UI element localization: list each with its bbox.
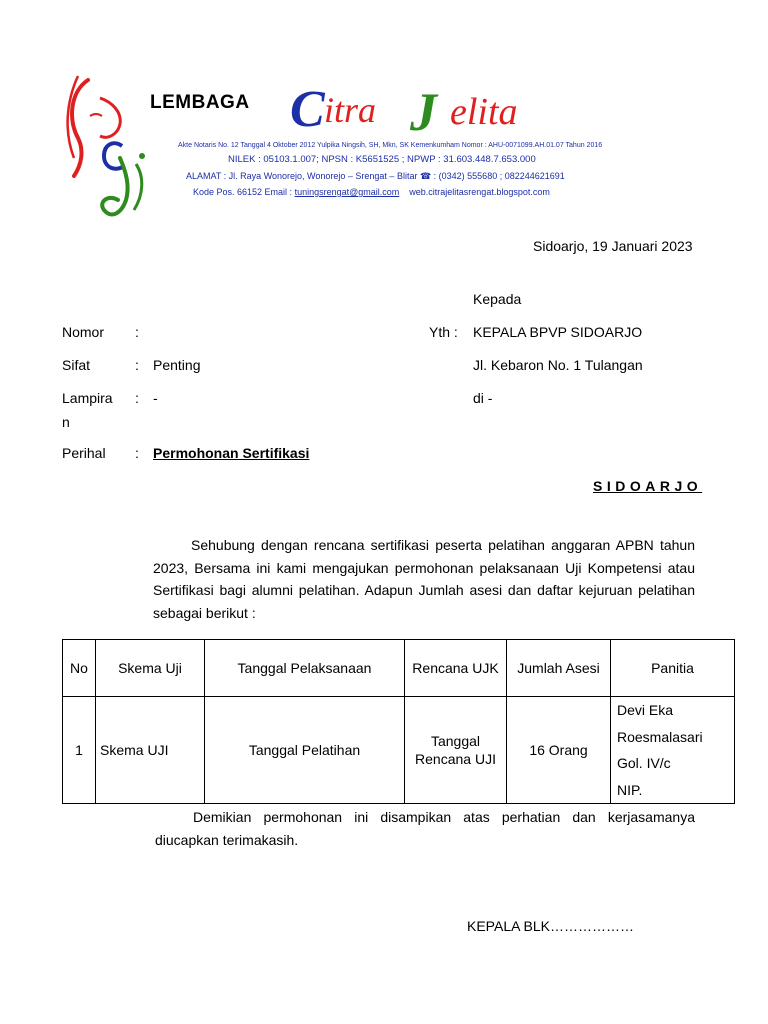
sifat-colon: : — [135, 357, 139, 373]
panitia-name: Devi Eka Roesmalasari — [617, 702, 703, 745]
cell-jumlah: 16 Orang — [507, 697, 611, 804]
cell-rencana: Tanggal Rencana UJI — [405, 697, 507, 804]
svg-text:elita: elita — [450, 91, 518, 133]
brand-wordmark — [290, 80, 640, 142]
cell-no: 1 — [63, 697, 96, 804]
email-link[interactable]: tuningsrengat@gmail.com — [294, 187, 400, 197]
address-line: ALAMAT : Jl. Raya Wonorejo, Wonorejo – Srengat – Blitar ☎ : (0342) 555680 ; 082244621691 — [186, 171, 565, 181]
postal-code-label: Kode Pos. 66152 Email : — [193, 187, 293, 197]
cell-tanggal: Tanggal Pelatihan — [205, 697, 405, 804]
yth-label: Yth : — [429, 324, 458, 340]
lampiran-value: - — [153, 390, 158, 406]
nomor-label: Nomor — [62, 324, 105, 340]
svg-text:C: C — [290, 81, 325, 138]
perihal-colon: : — [135, 445, 139, 461]
body-paragraph-2-text: Demikian permohonan ini disampikan atas perhatian dan kerjasamanya diucapkan terimakasih. — [155, 809, 695, 848]
cell-skema: Skema UJI — [96, 697, 205, 804]
recipient-city: SIDOARJO — [593, 478, 703, 494]
header-panitia: Panitia — [611, 640, 735, 697]
recipient-di: di - — [473, 390, 493, 406]
recipient-name: KEPALA BPVP SIDOARJO — [473, 324, 643, 340]
body-paragraph-2 — [155, 806, 695, 851]
sifat-label: Sifat — [62, 357, 91, 373]
svg-text:J: J — [410, 82, 437, 142]
signature-title: KEPALA BLK……………… — [467, 918, 635, 934]
lembaga-label: LEMBAGA — [150, 92, 250, 113]
header-skema: Skema Uji — [96, 640, 205, 697]
lampiran-colon: : — [135, 390, 139, 406]
kepada-label: Kepada — [473, 291, 522, 307]
perihal-value: Permohonan Sertifikasi — [153, 445, 310, 461]
header-no: No — [63, 640, 96, 697]
table-header-row — [63, 640, 735, 697]
svg-text:itra: itra — [324, 90, 377, 130]
header-jumlah: Jumlah Asesi — [507, 640, 611, 697]
legal-info: Akte Notaris No. 12 Tanggal 4 Oktober 2012 Yulpika Ningsih, SH, Mkn, SK Kemenkumham Nomor : AHU-0071099.AH.01.07 Tahun 2016 — [178, 142, 603, 149]
header-tanggal: Tanggal Pelaksanaan — [205, 640, 405, 697]
letter-date: Sidoarjo, 19 Januari 2023 — [533, 238, 693, 254]
website-link[interactable]: web.citrajelitasrengat.blogspot.com — [409, 187, 550, 197]
perihal-label: Perihal — [62, 445, 106, 461]
lampiran-label: Lampira — [62, 390, 113, 406]
panitia-gol: Gol. IV/c — [617, 755, 671, 771]
nomor-colon: : — [135, 324, 139, 340]
sifat-value: Penting — [153, 357, 201, 373]
cell-panitia — [611, 697, 735, 804]
body-paragraph-1 — [155, 534, 695, 624]
panitia-nip: NIP. — [617, 781, 643, 798]
registration-ids: NILEK : 05103.1.007; NPSN : K5651525 ; NPWP : 31.603.448.7.653.000 — [228, 154, 536, 165]
certification-table — [62, 639, 735, 804]
body-paragraph-1-text: Sehubung dengan rencana sertifikasi peserta pelatihan anggaran APBN tahun 2023, Bersama ini kami mengajukan permohonan pelaksanaan Uji Kompetensi atau Sertifikasi bagi alumni pelatihan. Adapun Jumlah asesi dan daftar kejuruan pelatihan sebagai berikut : — [153, 537, 695, 621]
contact-line — [193, 187, 550, 197]
header-rencana: Rencana UJK — [405, 640, 507, 697]
recipient-address: Jl. Kebaron No. 1 Tulangan — [473, 357, 643, 373]
lampiran-label-wrap: n — [62, 414, 70, 430]
table-row — [63, 697, 735, 804]
